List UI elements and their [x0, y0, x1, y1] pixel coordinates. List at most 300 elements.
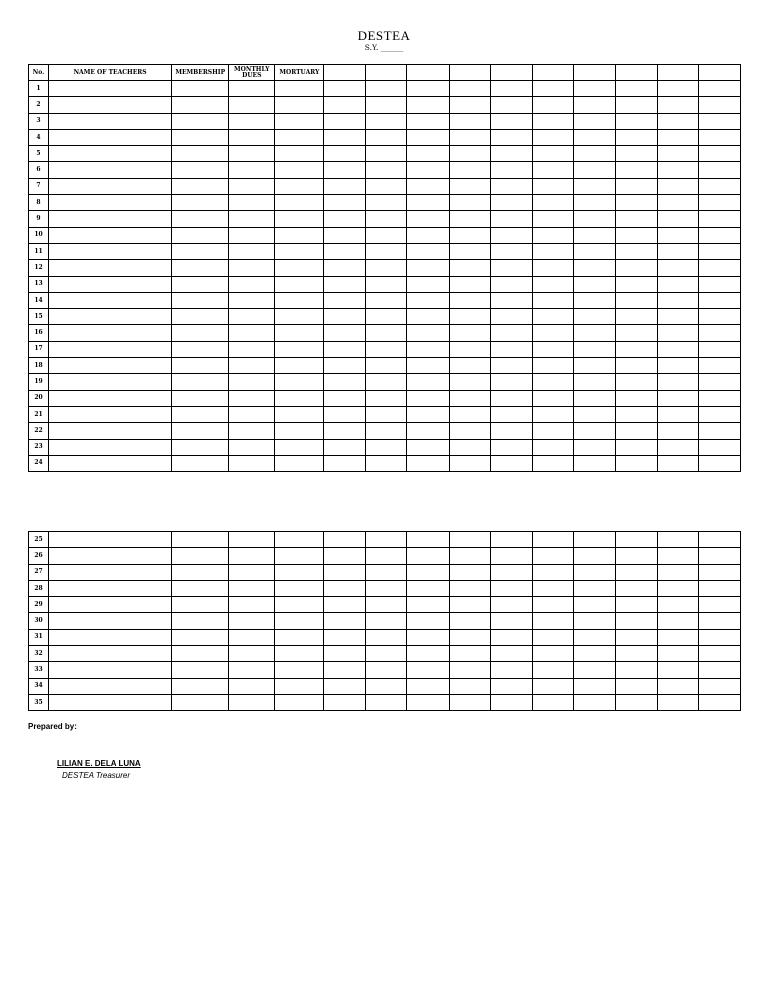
table-cell — [275, 662, 324, 678]
table-cell — [49, 564, 172, 580]
table-cell — [698, 646, 740, 662]
table-cell — [366, 162, 407, 178]
table-cell — [449, 211, 490, 227]
table-row — [29, 390, 741, 406]
table-row — [29, 227, 741, 243]
table-cell — [407, 211, 449, 227]
table-cell — [532, 162, 573, 178]
table-cell — [172, 374, 229, 390]
table-cell — [449, 646, 490, 662]
table-cell — [573, 146, 615, 162]
table-cell — [275, 178, 324, 194]
column-header: MONTHLY DUES — [229, 65, 275, 81]
table-cell — [229, 580, 275, 596]
table-cell — [229, 358, 275, 374]
table-cell — [366, 81, 407, 97]
table-cell — [615, 662, 657, 678]
table-row — [29, 613, 741, 629]
table-cell — [532, 129, 573, 145]
table-cell — [657, 455, 698, 471]
table-cell — [615, 341, 657, 357]
table-cell — [324, 81, 366, 97]
column-header — [532, 65, 573, 81]
table-cell — [615, 195, 657, 211]
table-cell — [615, 178, 657, 194]
table-cell — [275, 597, 324, 613]
table-cell — [490, 423, 532, 439]
table-cell — [615, 358, 657, 374]
table-cell — [698, 178, 740, 194]
table-cell — [172, 309, 229, 325]
signatory-role: DESTEA Treasurer — [62, 771, 131, 780]
table-cell — [573, 646, 615, 662]
table-cell — [449, 455, 490, 471]
table-cell — [366, 113, 407, 129]
table-cell — [172, 455, 229, 471]
table-cell — [490, 113, 532, 129]
table-cell — [49, 532, 172, 548]
table-cell — [275, 678, 324, 694]
table-cell — [698, 532, 740, 548]
teachers-table-part1 — [28, 64, 741, 472]
table-cell — [229, 243, 275, 259]
table-cell — [490, 81, 532, 97]
table-row — [29, 341, 741, 357]
table-cell — [49, 113, 172, 129]
table-cell — [275, 146, 324, 162]
table-cell — [698, 195, 740, 211]
table-cell — [229, 195, 275, 211]
row-number: 16 — [29, 325, 49, 341]
table-cell — [407, 694, 449, 710]
table-cell — [275, 548, 324, 564]
table-cell — [407, 97, 449, 113]
table-cell — [407, 325, 449, 341]
table-cell — [698, 227, 740, 243]
table-cell — [229, 309, 275, 325]
table-cell — [366, 195, 407, 211]
row-number: 9 — [29, 211, 49, 227]
table-cell — [229, 548, 275, 564]
table-cell — [324, 276, 366, 292]
table-cell — [490, 694, 532, 710]
table-cell — [172, 597, 229, 613]
column-header — [490, 65, 532, 81]
table-cell — [573, 113, 615, 129]
table-cell — [657, 597, 698, 613]
row-number: 21 — [29, 406, 49, 422]
table-cell — [490, 358, 532, 374]
row-number: 6 — [29, 162, 49, 178]
table-cell — [275, 613, 324, 629]
table-row — [29, 178, 741, 194]
table-cell — [172, 580, 229, 596]
column-header — [657, 65, 698, 81]
table-cell — [573, 162, 615, 178]
table-cell — [449, 597, 490, 613]
table-row — [29, 374, 741, 390]
table-cell — [366, 309, 407, 325]
table-cell — [229, 646, 275, 662]
table-cell — [698, 629, 740, 645]
table-cell — [229, 227, 275, 243]
table-cell — [490, 455, 532, 471]
table-cell — [615, 439, 657, 455]
table-cell — [532, 325, 573, 341]
table-cell — [698, 374, 740, 390]
table-cell — [229, 260, 275, 276]
table-cell — [366, 374, 407, 390]
table-cell — [366, 423, 407, 439]
table-row — [29, 81, 741, 97]
table-cell — [324, 162, 366, 178]
table-header-row — [29, 65, 741, 81]
table-cell — [324, 678, 366, 694]
table-cell — [407, 129, 449, 145]
table-cell — [532, 113, 573, 129]
table-row — [29, 325, 741, 341]
table-cell — [657, 613, 698, 629]
row-number: 23 — [29, 439, 49, 455]
table-cell — [490, 646, 532, 662]
table-cell — [573, 548, 615, 564]
table-cell — [698, 113, 740, 129]
table-cell — [49, 439, 172, 455]
table-cell — [490, 195, 532, 211]
table-cell — [698, 694, 740, 710]
school-year-line: S.Y. ______ — [364, 43, 404, 52]
table-cell — [49, 423, 172, 439]
column-header — [324, 65, 366, 81]
row-number: 31 — [29, 629, 49, 645]
table-cell — [275, 227, 324, 243]
table-cell — [49, 162, 172, 178]
table-cell — [573, 292, 615, 308]
table-cell — [324, 455, 366, 471]
table-cell — [324, 195, 366, 211]
table-cell — [449, 678, 490, 694]
table-cell — [366, 532, 407, 548]
table-row — [29, 276, 741, 292]
table-cell — [229, 455, 275, 471]
table-cell — [229, 662, 275, 678]
column-header — [698, 65, 740, 81]
column-header: No. — [29, 65, 49, 81]
row-number: 28 — [29, 580, 49, 596]
row-number: 17 — [29, 341, 49, 357]
table-cell — [366, 178, 407, 194]
table-cell — [573, 97, 615, 113]
table-cell — [324, 423, 366, 439]
table-cell — [407, 564, 449, 580]
table-cell — [49, 374, 172, 390]
table-cell — [366, 678, 407, 694]
table-cell — [532, 260, 573, 276]
table-cell — [366, 629, 407, 645]
table-cell — [532, 406, 573, 422]
table-cell — [366, 455, 407, 471]
table-cell — [366, 292, 407, 308]
table-cell — [275, 646, 324, 662]
table-cell — [172, 97, 229, 113]
table-cell — [324, 646, 366, 662]
table-row — [29, 564, 741, 580]
table-cell — [449, 325, 490, 341]
table-cell — [229, 146, 275, 162]
table-cell — [172, 662, 229, 678]
table-cell — [49, 243, 172, 259]
row-number: 13 — [29, 276, 49, 292]
table-cell — [229, 390, 275, 406]
table-cell — [657, 694, 698, 710]
table-cell — [275, 580, 324, 596]
table-cell — [324, 406, 366, 422]
table-cell — [449, 406, 490, 422]
table-cell — [532, 597, 573, 613]
table-cell — [172, 146, 229, 162]
table-row — [29, 309, 741, 325]
table-cell — [172, 211, 229, 227]
table-cell — [366, 580, 407, 596]
table-cell — [532, 694, 573, 710]
table-cell — [275, 97, 324, 113]
table-cell — [615, 129, 657, 145]
table-cell — [698, 162, 740, 178]
table-cell — [490, 292, 532, 308]
table-cell — [407, 162, 449, 178]
table-cell — [615, 613, 657, 629]
table-cell — [490, 178, 532, 194]
table-cell — [275, 260, 324, 276]
table-cell — [275, 129, 324, 145]
table-cell — [573, 374, 615, 390]
table-cell — [229, 597, 275, 613]
table-cell — [49, 260, 172, 276]
table-cell — [449, 162, 490, 178]
table-cell — [49, 211, 172, 227]
table-cell — [229, 81, 275, 97]
table-cell — [573, 439, 615, 455]
table-cell — [532, 548, 573, 564]
table-cell — [449, 613, 490, 629]
table-cell — [172, 423, 229, 439]
table-cell — [407, 406, 449, 422]
table-cell — [324, 129, 366, 145]
table-cell — [573, 532, 615, 548]
table-cell — [172, 276, 229, 292]
row-number: 25 — [29, 532, 49, 548]
table-cell — [657, 309, 698, 325]
table-cell — [229, 292, 275, 308]
table-cell — [172, 81, 229, 97]
table-cell — [324, 309, 366, 325]
table-cell — [449, 113, 490, 129]
table-cell — [615, 243, 657, 259]
table-cell — [573, 390, 615, 406]
table-row — [29, 455, 741, 471]
table-cell — [366, 129, 407, 145]
table-cell — [49, 81, 172, 97]
table-cell — [657, 292, 698, 308]
table-cell — [490, 629, 532, 645]
table-cell — [698, 390, 740, 406]
table-row — [29, 97, 741, 113]
table-cell — [449, 309, 490, 325]
table-cell — [573, 662, 615, 678]
row-number: 5 — [29, 146, 49, 162]
table-cell — [698, 211, 740, 227]
table-cell — [698, 662, 740, 678]
table-cell — [698, 260, 740, 276]
table-cell — [407, 309, 449, 325]
table-cell — [615, 309, 657, 325]
table-cell — [449, 374, 490, 390]
table-cell — [573, 694, 615, 710]
table-cell — [229, 374, 275, 390]
table-row — [29, 129, 741, 145]
row-number: 30 — [29, 613, 49, 629]
table-cell — [49, 276, 172, 292]
table-cell — [615, 211, 657, 227]
table-cell — [657, 532, 698, 548]
table-cell — [49, 129, 172, 145]
teachers-table-part2 — [28, 531, 741, 711]
table-cell — [407, 423, 449, 439]
table-cell — [172, 564, 229, 580]
table-cell — [532, 532, 573, 548]
column-header: MEMBERSHIP — [172, 65, 229, 81]
table-cell — [532, 243, 573, 259]
table-cell — [229, 276, 275, 292]
table-cell — [229, 532, 275, 548]
table-cell — [449, 548, 490, 564]
table-cell — [657, 243, 698, 259]
table-cell — [366, 358, 407, 374]
table-cell — [449, 390, 490, 406]
table-cell — [449, 227, 490, 243]
table-cell — [324, 564, 366, 580]
table-cell — [532, 341, 573, 357]
table-cell — [573, 325, 615, 341]
table-cell — [407, 646, 449, 662]
table-cell — [573, 423, 615, 439]
table-cell — [698, 276, 740, 292]
table-cell — [698, 81, 740, 97]
table-cell — [324, 178, 366, 194]
table-cell — [532, 646, 573, 662]
table-cell — [490, 662, 532, 678]
table-cell — [229, 113, 275, 129]
table-cell — [172, 260, 229, 276]
table-cell — [49, 178, 172, 194]
table-cell — [366, 341, 407, 357]
table-cell — [172, 694, 229, 710]
table-row — [29, 211, 741, 227]
table-cell — [573, 678, 615, 694]
row-number: 4 — [29, 129, 49, 145]
table-cell — [324, 260, 366, 276]
table-cell — [324, 629, 366, 645]
table-cell — [449, 694, 490, 710]
table-cell — [532, 678, 573, 694]
table-cell — [532, 374, 573, 390]
table-cell — [657, 580, 698, 596]
table-cell — [657, 227, 698, 243]
table-cell — [229, 406, 275, 422]
table-cell — [657, 646, 698, 662]
table-cell — [532, 629, 573, 645]
table-cell — [324, 211, 366, 227]
table-cell — [275, 374, 324, 390]
table-cell — [657, 325, 698, 341]
table-cell — [573, 260, 615, 276]
table-cell — [615, 694, 657, 710]
table-cell — [229, 211, 275, 227]
table-cell — [172, 532, 229, 548]
table-cell — [49, 548, 172, 564]
table-row — [29, 243, 741, 259]
table-cell — [366, 439, 407, 455]
table-cell — [49, 341, 172, 357]
row-number: 18 — [29, 358, 49, 374]
table-row — [29, 260, 741, 276]
table-cell — [366, 694, 407, 710]
table-cell — [615, 113, 657, 129]
table-cell — [449, 564, 490, 580]
table-cell — [229, 162, 275, 178]
table-cell — [449, 439, 490, 455]
table-cell — [407, 439, 449, 455]
table-cell — [657, 276, 698, 292]
table-cell — [657, 564, 698, 580]
table-cell — [698, 358, 740, 374]
table-cell — [532, 439, 573, 455]
table-cell — [490, 211, 532, 227]
table-cell — [573, 81, 615, 97]
table-cell — [657, 548, 698, 564]
table-cell — [657, 129, 698, 145]
row-number: 3 — [29, 113, 49, 129]
table-cell — [698, 292, 740, 308]
table-cell — [324, 374, 366, 390]
table-cell — [407, 178, 449, 194]
row-number: 8 — [29, 195, 49, 211]
table-cell — [407, 113, 449, 129]
table-cell — [407, 532, 449, 548]
table-cell — [229, 629, 275, 645]
table-cell — [657, 358, 698, 374]
table-cell — [324, 341, 366, 357]
table-cell — [657, 341, 698, 357]
table-cell — [449, 243, 490, 259]
row-number: 1 — [29, 81, 49, 97]
table-cell — [229, 97, 275, 113]
table-cell — [573, 178, 615, 194]
table-cell — [407, 597, 449, 613]
table-cell — [532, 276, 573, 292]
table-cell — [698, 129, 740, 145]
table-cell — [615, 292, 657, 308]
table-row — [29, 439, 741, 455]
table-cell — [615, 97, 657, 113]
table-cell — [449, 178, 490, 194]
table-cell — [698, 597, 740, 613]
table-cell — [532, 178, 573, 194]
row-number: 7 — [29, 178, 49, 194]
table-cell — [229, 678, 275, 694]
table-cell — [615, 227, 657, 243]
table-row — [29, 580, 741, 596]
